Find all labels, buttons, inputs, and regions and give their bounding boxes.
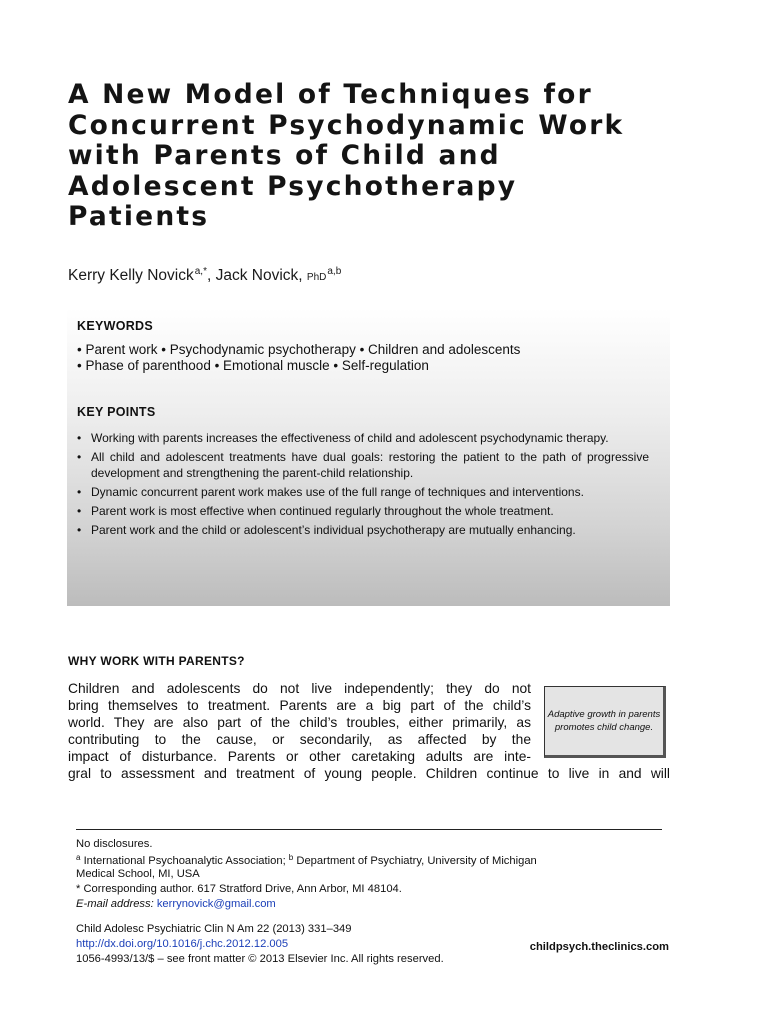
body-line: Children and adolescents do not live independently; they do not	[68, 681, 531, 696]
key-point-item: • Parent work and the child or adolescent’s individual psychotherapy are mutually enhancing.	[77, 522, 649, 538]
footnote-divider	[76, 829, 662, 830]
affiliation-marker: a	[76, 853, 81, 862]
email-line	[76, 898, 276, 910]
doi-line	[76, 938, 288, 950]
affiliation-continuation: Medical School, MI, USA	[76, 868, 200, 880]
affiliation-line	[76, 853, 537, 867]
keywords-line: • Parent work • Psychodynamic psychotherapy • Children and adolescents	[77, 342, 521, 357]
key-point-item: • Working with parents increases the effectiveness of child and adolescent psychodynamic therapy.	[77, 430, 649, 446]
title-line: A New Model of Techniques for	[68, 79, 593, 110]
author-name: Kerry Kelly Novick	[68, 267, 194, 284]
corresponding-author: * Corresponding author. 617 Stratford Drive, Ann Arbor, MI 48104.	[76, 883, 402, 895]
author-affiliation-marker: a,*	[194, 266, 207, 277]
body-line: world. They are also part of the child’s troubles, either primarily, as	[68, 715, 531, 731]
author-line	[68, 266, 341, 285]
email-link[interactable]: kerrynovick@gmail.com	[156, 898, 276, 910]
author-name: Jack Novick,	[215, 267, 303, 284]
keywords-heading: KEYWORDS	[77, 319, 154, 333]
key-points-heading: KEY POINTS	[77, 405, 156, 419]
key-point-item: • All child and adolescent treatments have dual goals: restoring the patient to the path of progressive development and strengthening the parent-child relationship.	[77, 449, 649, 481]
article-title	[68, 80, 708, 233]
author-separator: ,	[206, 267, 216, 284]
keywords-line: • Phase of parenthood • Emotional muscle • Self-regulation	[77, 358, 429, 373]
author-affiliation-marker: a,b	[327, 266, 342, 277]
email-label: E-mail address:	[76, 898, 154, 910]
pull-quote-box	[544, 686, 666, 758]
title-line: Adolescent Psychotherapy	[68, 170, 518, 202]
body-line: bring themselves to treatment. Parents are a big part of the child’s	[68, 698, 531, 714]
journal-citation: Child Adolesc Psychiatric Clin N Am 22 (2013) 331–349	[76, 923, 352, 935]
body-line: gral to assessment and treatment of young people. Children continue to live in and will	[68, 766, 670, 782]
key-point-item: • Parent work is most effective when continued regularly throughout the whole treatment.	[77, 503, 649, 519]
title-line: Concurrent Psychodynamic Work	[68, 109, 625, 141]
key-point-item: • Dynamic concurrent parent work makes use of the full range of techniques and interventions.	[77, 484, 649, 500]
body-line: impact of disturbance. Parents or other caretaking adults are inte-	[68, 749, 531, 765]
doi-link[interactable]: http://dx.doi.org/10.1016/j.chc.2012.12.005	[76, 938, 289, 950]
key-points-list	[77, 430, 649, 541]
body-line: contributing to the cause, or secondarily, as affected by the	[68, 732, 531, 748]
section-heading: WHY WORK WITH PARENTS?	[68, 654, 245, 668]
title-line: with Parents of Child and	[68, 140, 501, 171]
affiliation-marker: b	[288, 853, 294, 862]
author-degree: PhD	[306, 272, 327, 283]
affiliation-a: International Psychoanalytic Association;	[83, 855, 286, 867]
affiliation-b: Department of Psychiatry, University of Michigan	[296, 855, 537, 867]
disclosure-note: No disclosures.	[76, 838, 153, 850]
title-line: Patients	[68, 201, 210, 232]
pull-quote-text: Adaptive growth in parents promotes child change.	[547, 709, 661, 733]
journal-site: childpsych.theclinics.com	[529, 941, 669, 953]
copyright-line: 1056-4993/13/$ – see front matter © 2013 Elsevier Inc. All rights reserved.	[76, 953, 444, 965]
